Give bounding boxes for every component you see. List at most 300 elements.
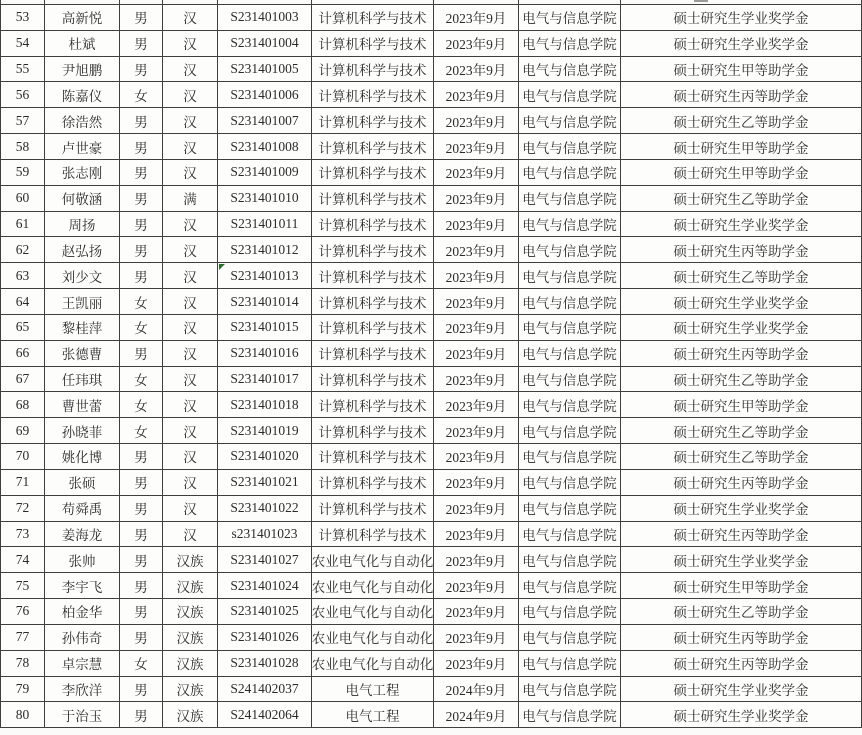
table-cell[interactable] [120,418,163,444]
table-cell[interactable] [434,31,519,57]
table-cell[interactable] [120,82,163,108]
table-cell[interactable] [218,522,312,548]
table-cell[interactable] [519,263,621,289]
table-cell[interactable] [120,263,163,289]
table-cell[interactable] [519,186,621,212]
table-cell[interactable] [218,418,312,444]
table-cell[interactable] [218,651,312,677]
table-cell[interactable] [519,418,621,444]
table-cell[interactable] [621,237,862,263]
cell-text: 65 [15,319,30,335]
table-cell[interactable] [163,5,218,31]
table-cell[interactable] [434,392,519,418]
cell-text: 76 [15,603,30,619]
table-cell[interactable] [218,625,312,651]
cell-text: 女 [134,373,148,388]
cell-text: 硕士研究生丙等助学金 [673,88,809,104]
table-cell[interactable] [621,522,862,548]
table-cell[interactable] [218,702,312,728]
table-cell[interactable] [621,186,862,212]
table-cell[interactable] [120,341,163,367]
table-row [0,82,862,108]
table-cell[interactable] [519,573,621,599]
table-cell[interactable] [45,522,120,548]
table-cell[interactable] [621,289,862,315]
table-cell[interactable] [519,237,621,263]
cell-text: 汉族 [176,553,204,569]
table-cell[interactable] [434,599,519,625]
cell-text: 男 [134,476,148,492]
table-cell[interactable] [621,444,862,470]
cell-text: 徐浩然 [61,114,103,130]
table-cell[interactable] [120,108,163,134]
table-cell[interactable] [519,392,621,418]
table-cell[interactable] [519,651,621,677]
table-cell[interactable] [312,522,434,548]
table-cell[interactable] [120,367,163,393]
table-cell[interactable] [312,108,434,134]
table-cell[interactable] [45,367,120,393]
table-cell[interactable] [434,341,519,367]
table-cell[interactable] [163,522,218,548]
table-cell[interactable] [621,341,862,367]
table-cell[interactable] [0,160,45,186]
table-cell[interactable] [163,625,218,651]
cell-text: S241402064 [230,706,299,722]
table-cell[interactable] [312,134,434,160]
table-cell[interactable] [45,289,120,315]
table-row [0,289,862,315]
table-cell[interactable] [312,82,434,108]
table-cell[interactable] [163,444,218,470]
table-cell[interactable] [312,573,434,599]
table-cell[interactable] [218,470,312,496]
table-cell[interactable] [218,212,312,238]
cell-text: 64 [15,293,30,309]
table-cell[interactable] [218,263,312,289]
cell-text: s231401023 [231,525,298,541]
table-cell[interactable] [312,651,434,677]
cell-text: 男 [134,140,148,156]
table-cell[interactable] [120,522,163,548]
table-cell[interactable] [163,57,218,83]
table-cell[interactable] [434,315,519,341]
table-cell[interactable] [45,31,120,57]
table-cell[interactable] [218,315,312,341]
table-cell[interactable] [0,5,45,31]
table-cell[interactable] [434,496,519,522]
table-cell[interactable] [120,237,163,263]
table-cell[interactable] [45,186,120,212]
cell-text: 农业电气化与自动化 [312,605,434,621]
table-cell[interactable] [218,82,312,108]
table-cell[interactable] [519,108,621,134]
table-cell[interactable] [621,702,862,728]
table-cell[interactable] [0,677,45,703]
table-cell[interactable] [163,31,218,57]
table-cell[interactable] [434,108,519,134]
table-cell[interactable] [621,392,862,418]
table-cell[interactable] [163,367,218,393]
table-cell[interactable] [312,444,434,470]
table-cell[interactable] [312,263,434,289]
table-cell[interactable] [312,702,434,728]
table-cell[interactable] [0,237,45,263]
table-cell[interactable] [0,444,45,470]
table-cell[interactable] [434,418,519,444]
cell-text: 硕士研究生学业奖学金 [673,295,809,311]
table-cell[interactable] [218,547,312,573]
table-cell[interactable] [312,212,434,238]
table-cell[interactable] [163,573,218,599]
table-cell[interactable] [163,392,218,418]
table-cell[interactable] [218,573,312,599]
cell-text: 硕士研究生丙等助学金 [673,347,809,363]
cell-text: 2023年9月 [445,579,507,595]
table-cell[interactable] [312,418,434,444]
table-cell[interactable] [45,263,120,289]
table-cell[interactable] [163,212,218,238]
table-cell[interactable] [163,702,218,728]
table-cell[interactable] [163,418,218,444]
table-cell[interactable] [519,702,621,728]
table-cell[interactable] [0,470,45,496]
table-cell[interactable] [45,418,120,444]
table-cell[interactable] [621,547,862,573]
table-cell[interactable] [434,82,519,108]
table-cell[interactable] [519,289,621,315]
table-cell[interactable] [621,108,862,134]
cell-text: S231401006 [230,86,299,102]
table-cell[interactable] [519,82,621,108]
table-cell[interactable] [120,5,163,31]
table-cell[interactable] [519,315,621,341]
table-cell[interactable] [434,573,519,599]
cell-text: 电气与信息学院 [522,114,617,130]
table-cell[interactable] [218,444,312,470]
table-cell[interactable] [621,470,862,496]
cell-text: 计算机科学与技术 [318,269,427,285]
table-cell[interactable] [0,134,45,160]
table-cell[interactable] [621,599,862,625]
table-cell[interactable] [45,82,120,108]
table-cell[interactable] [45,160,120,186]
table-row [0,522,862,548]
table-cell[interactable] [312,677,434,703]
table-cell[interactable] [434,547,519,573]
table-row [0,392,862,418]
table-cell[interactable] [621,5,862,31]
table-cell[interactable] [45,212,120,238]
table-cell[interactable] [434,289,519,315]
cell-text: 2023年9月 [445,218,507,234]
cell-text: S231401010 [230,190,299,206]
table-cell[interactable] [312,367,434,393]
table-cell[interactable] [163,160,218,186]
table-cell[interactable] [519,522,621,548]
table-cell[interactable] [120,186,163,212]
table-cell[interactable] [621,573,862,599]
table-cell[interactable] [45,677,120,703]
table-cell[interactable] [434,677,519,703]
cell-text: 计算机科学与技术 [318,424,427,440]
table-cell[interactable] [218,31,312,57]
table-cell[interactable] [45,392,120,418]
table-cell[interactable] [519,57,621,83]
table-cell[interactable] [0,315,45,341]
cell-text: 硕士研究生学业奖学金 [673,708,809,724]
table-cell[interactable] [218,57,312,83]
table-cell[interactable] [0,651,45,677]
table-cell[interactable] [45,134,120,160]
table-cell[interactable] [519,134,621,160]
table-cell[interactable] [45,599,120,625]
table-cell[interactable] [312,186,434,212]
table-cell[interactable] [163,341,218,367]
cell-text: 男 [134,502,148,518]
table-cell[interactable] [434,186,519,212]
table-cell[interactable] [312,392,434,418]
table-cell[interactable] [621,82,862,108]
table-cell[interactable] [218,237,312,263]
table-cell[interactable] [163,108,218,134]
table-cell[interactable] [45,237,120,263]
table-cell[interactable] [312,57,434,83]
table-cell[interactable] [0,186,45,212]
table-cell[interactable] [120,496,163,522]
cell-text: 电气与信息学院 [522,398,617,414]
table-cell[interactable] [312,160,434,186]
table-cell[interactable] [0,625,45,651]
table-cell[interactable] [0,82,45,108]
table-cell[interactable] [434,160,519,186]
table-cell[interactable] [45,496,120,522]
table-cell[interactable] [519,341,621,367]
cell-text: 周扬 [68,218,96,234]
cell-text: 于治玉 [61,708,103,724]
table-cell[interactable] [163,237,218,263]
cell-text: 79 [15,680,30,696]
table-cell[interactable] [45,547,120,573]
cell-text: 2023年9月 [445,373,507,388]
table-cell[interactable] [519,547,621,573]
table-cell[interactable] [120,289,163,315]
cell-text: 汉族 [176,605,204,621]
table-cell[interactable] [0,392,45,418]
table-cell[interactable] [621,651,862,677]
table-cell[interactable] [120,702,163,728]
table-cell[interactable] [434,367,519,393]
table-cell[interactable] [163,651,218,677]
table-cell[interactable] [312,470,434,496]
table-cell[interactable] [163,677,218,703]
table-cell[interactable] [0,341,45,367]
table-cell[interactable] [434,702,519,728]
table-cell[interactable] [312,625,434,651]
table-cell[interactable] [120,599,163,625]
cell-text: 56 [15,86,30,102]
table-cell[interactable] [312,341,434,367]
table-cell[interactable] [519,212,621,238]
table-cell[interactable] [120,134,163,160]
table-cell[interactable] [519,367,621,393]
table-cell[interactable] [621,315,862,341]
table-cell[interactable] [45,702,120,728]
cell-text: 电气与信息学院 [522,37,617,53]
table-cell[interactable] [218,160,312,186]
cell-text: 汉 [183,114,197,130]
table-cell[interactable] [120,547,163,573]
table-cell[interactable] [312,496,434,522]
table-cell[interactable] [519,599,621,625]
table-cell[interactable] [45,625,120,651]
table-cell[interactable] [519,5,621,31]
table-cell[interactable] [434,522,519,548]
table-cell[interactable] [163,599,218,625]
table-cell[interactable] [519,625,621,651]
cell-text: 汉 [183,373,197,388]
table-cell[interactable] [434,212,519,238]
table-cell[interactable] [312,31,434,57]
table-cell[interactable] [312,5,434,31]
table-cell[interactable] [163,186,218,212]
table-cell[interactable] [120,625,163,651]
table-cell[interactable] [0,31,45,57]
table-cell[interactable] [218,186,312,212]
table-cell[interactable] [621,160,862,186]
table-cell [0,0,45,7]
table-cell[interactable] [45,444,120,470]
table-cell[interactable] [120,160,163,186]
table-cell[interactable] [0,108,45,134]
table-cell[interactable] [434,444,519,470]
table-cell[interactable] [163,263,218,289]
table-cell[interactable] [0,573,45,599]
table-cell[interactable] [312,289,434,315]
table-cell[interactable] [163,289,218,315]
table-cell[interactable] [0,289,45,315]
table-cell[interactable] [434,470,519,496]
cropped-partial-row [0,0,862,7]
table-cell[interactable] [621,367,862,393]
table-cell[interactable] [621,212,862,238]
table-cell[interactable] [434,237,519,263]
table-cell[interactable] [45,470,120,496]
table-row [0,212,862,238]
table-cell[interactable] [434,651,519,677]
table-cell[interactable] [163,547,218,573]
table-cell[interactable] [218,392,312,418]
table-cell[interactable] [45,573,120,599]
table-cell[interactable] [0,599,45,625]
table-cell[interactable] [621,625,862,651]
table-cell[interactable] [0,522,45,548]
table-cell[interactable] [519,496,621,522]
table-cell[interactable] [434,263,519,289]
table-cell[interactable] [120,392,163,418]
table-cell[interactable] [218,599,312,625]
table-cell[interactable] [0,263,45,289]
table-cell[interactable] [45,108,120,134]
cell-text: 62 [15,241,30,257]
table-cell[interactable] [163,82,218,108]
table-cell[interactable] [120,31,163,57]
cell-text: 计算机科学与技术 [318,140,427,156]
table-cell[interactable] [120,315,163,341]
cell-text: 陈嘉仪 [61,88,103,104]
table-cell[interactable] [218,367,312,393]
table-cell[interactable] [312,547,434,573]
table-cell[interactable] [519,160,621,186]
table-cell[interactable] [218,496,312,522]
table-cell[interactable] [519,31,621,57]
table-cell[interactable] [0,547,45,573]
table-cell[interactable] [621,496,862,522]
table-cell[interactable] [621,263,862,289]
table-cell[interactable] [218,134,312,160]
table-cell[interactable] [621,31,862,57]
table-cell[interactable] [163,470,218,496]
table-cell[interactable] [0,212,45,238]
table-cell[interactable] [434,5,519,31]
table-cell[interactable] [0,702,45,728]
table-cell[interactable] [163,315,218,341]
table-cell[interactable] [45,57,120,83]
cell-text: 汉族 [176,631,204,647]
table-cell[interactable] [218,108,312,134]
table-cell[interactable] [163,134,218,160]
table-cell[interactable] [0,367,45,393]
table-cell[interactable] [621,57,862,83]
table-row [0,418,862,444]
table-cell[interactable] [120,212,163,238]
table-cell[interactable] [163,496,218,522]
cell-text: 计算机科学与技术 [318,476,427,492]
table-cell[interactable] [621,134,862,160]
table-cell[interactable] [218,341,312,367]
table-cell[interactable] [434,625,519,651]
table-cell[interactable] [434,57,519,83]
table-cell[interactable] [120,573,163,599]
table-cell[interactable] [519,677,621,703]
table-cell[interactable] [218,289,312,315]
table-cell[interactable] [120,57,163,83]
table-cell[interactable] [0,496,45,522]
table-cell[interactable] [45,651,120,677]
table-cell[interactable] [519,470,621,496]
table-cell[interactable] [519,444,621,470]
table-cell[interactable] [45,315,120,341]
table-cell[interactable] [120,651,163,677]
table-cell[interactable] [0,418,45,444]
table-cell[interactable] [312,237,434,263]
table-cell[interactable] [120,470,163,496]
table-cell[interactable] [120,444,163,470]
table-cell[interactable] [45,5,120,31]
table-cell[interactable] [218,5,312,31]
table-cell[interactable] [312,599,434,625]
table-cell[interactable] [621,677,862,703]
table-cell[interactable] [120,677,163,703]
cell-text: 赵弘扬 [61,243,103,259]
cell-text: 汉 [183,321,197,337]
table-cell[interactable] [434,134,519,160]
table-cell[interactable] [45,341,120,367]
table-cell[interactable] [0,57,45,83]
table-cell[interactable] [312,315,434,341]
table-cell[interactable] [218,677,312,703]
table-cell[interactable] [621,418,862,444]
